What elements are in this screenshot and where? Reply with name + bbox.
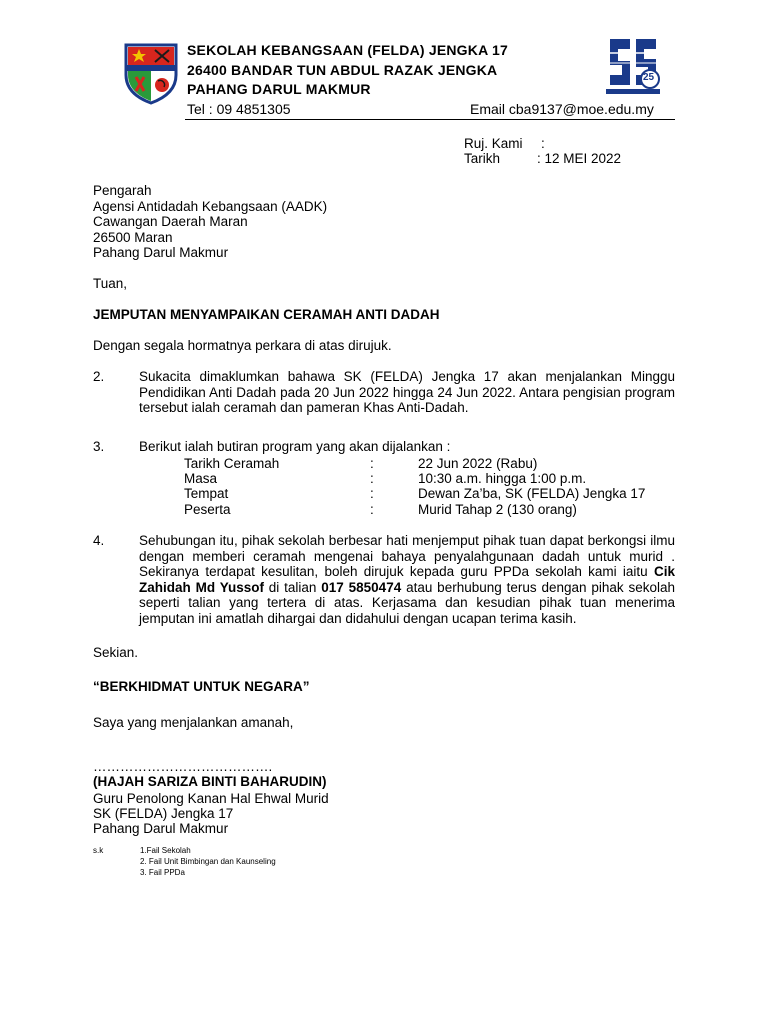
program-value: 22 Jun 2022 (Rabu): [418, 456, 538, 471]
program-value: Dewan Za’ba, SK (FELDA) Jengka 17: [418, 486, 646, 501]
date-value: : 12 MEI 2022: [537, 151, 622, 166]
recipient-line: Pengarah: [93, 183, 152, 198]
paragraph-number: 2.: [93, 369, 105, 384]
paragraph-4-text: di talian: [263, 579, 322, 595]
signature-line: ………………………………….: [93, 759, 273, 774]
school-crest-logo: [122, 41, 180, 105]
paragraph-4-text: Sehubungan itu, pihak sekolah berbesar hati menjemput pihak tuan dapat berkongsi ilmu dengan memberi ceramah mengenai bahaya penyalahgunaan dadah untuk murid . Sekiranya terdapat kesulitan, boleh dirujuk kepada guru PPDa sekolah kami iaitu: [139, 533, 675, 580]
paragraph-4-text: atau berhubung terus dengan pihak sekolah seperti talian yang tertera di atas. Kerjasama dan kesudian pihak tuan menerima jemputan ini amatlah dihargai dan didahului dengan ucapan terima kasih.: [139, 579, 675, 626]
paragraph-number: 4.: [93, 533, 105, 548]
reference-value: :: [541, 136, 545, 151]
recipient-line: Agensi Antidadah Kebangsaan (AADK): [93, 199, 328, 214]
recipient-line: Cawangan Daerah Maran: [93, 214, 248, 229]
letter-subject: JEMPUTAN MENYAMPAIKAN CERAMAH ANTI DADAH: [93, 307, 440, 322]
program-colon: :: [370, 486, 374, 501]
paragraph-number: 3.: [93, 439, 105, 454]
date-label: Tarikh: [464, 151, 501, 166]
program-colon: :: [370, 471, 374, 486]
school-address-line1: 26400 BANDAR TUN ABDUL RAZAK JENGKA: [187, 62, 498, 78]
recipient-line: Pahang Darul Makmur: [93, 245, 229, 260]
school-name: SEKOLAH KEBANGSAAN (FELDA) JENGKA 17: [187, 42, 508, 58]
signatory-state: Pahang Darul Makmur: [93, 821, 229, 836]
copy-item: 2. Fail Unit Bimbingan dan Kaunseling: [140, 857, 276, 866]
school-telephone: Tel : 09 4851305: [187, 101, 291, 117]
school-address-line2: PAHANG DARUL MAKMUR: [187, 81, 371, 97]
trust-statement: Saya yang menjalankan amanah,: [93, 715, 294, 730]
ministry-logo-number: 25: [643, 72, 655, 83]
program-colon: :: [370, 456, 374, 471]
ministry-logo: [602, 35, 664, 97]
header-divider: [185, 119, 675, 120]
paragraph-2: Sukacita dimaklumkan bahawa SK (FELDA) Jengka 17 akan menjalankan Minggu Pendidikan Anti Dadah pada 20 Jun 2022 hingga 24 Jun 2022. Antara pengisian program tersebut ialah ceramah dan pameran Khas Anti-Dadah.: [139, 369, 675, 415]
copy-item: 1.Fail Sekolah: [140, 846, 191, 855]
program-label: Tarikh Ceramah: [184, 456, 280, 471]
program-value: Murid Tahap 2 (130 orang): [418, 502, 577, 517]
school-email: Email cba9137@moe.edu.my: [470, 101, 654, 117]
paragraph-4: [139, 533, 675, 627]
reference-label: Ruj. Kami: [464, 136, 523, 151]
contact-phone: 017 5850474: [321, 579, 402, 595]
closing-text: Sekian.: [93, 645, 139, 660]
signatory-name: (HAJAH SARIZA BINTI BAHARUDIN): [93, 774, 327, 789]
signatory-title: Guru Penolong Kanan Hal Ehwal Murid: [93, 791, 329, 806]
copies-label: s.k: [93, 846, 104, 855]
contact-name: Cik Zahidah Md Yussof: [139, 564, 675, 595]
program-label: Peserta: [184, 502, 231, 517]
program-colon: :: [370, 502, 374, 517]
program-value: 10:30 a.m. hingga 1:00 p.m.: [418, 471, 587, 486]
paragraph-3: Berikut ialah butiran program yang akan dijalankan :: [139, 439, 451, 454]
program-label: Masa: [184, 471, 218, 486]
salutation: Tuan,: [93, 276, 128, 291]
program-label: Tempat: [184, 486, 229, 501]
recipient-line: 26500 Maran: [93, 230, 173, 245]
intro-paragraph: Dengan segala hormatnya perkara di atas dirujuk.: [93, 338, 392, 353]
signatory-school: SK (FELDA) Jengka 17: [93, 806, 234, 821]
copy-item: 3. Fail PPDa: [140, 868, 185, 877]
motto: “BERKHIDMAT UNTUK NEGARA”: [93, 679, 310, 694]
